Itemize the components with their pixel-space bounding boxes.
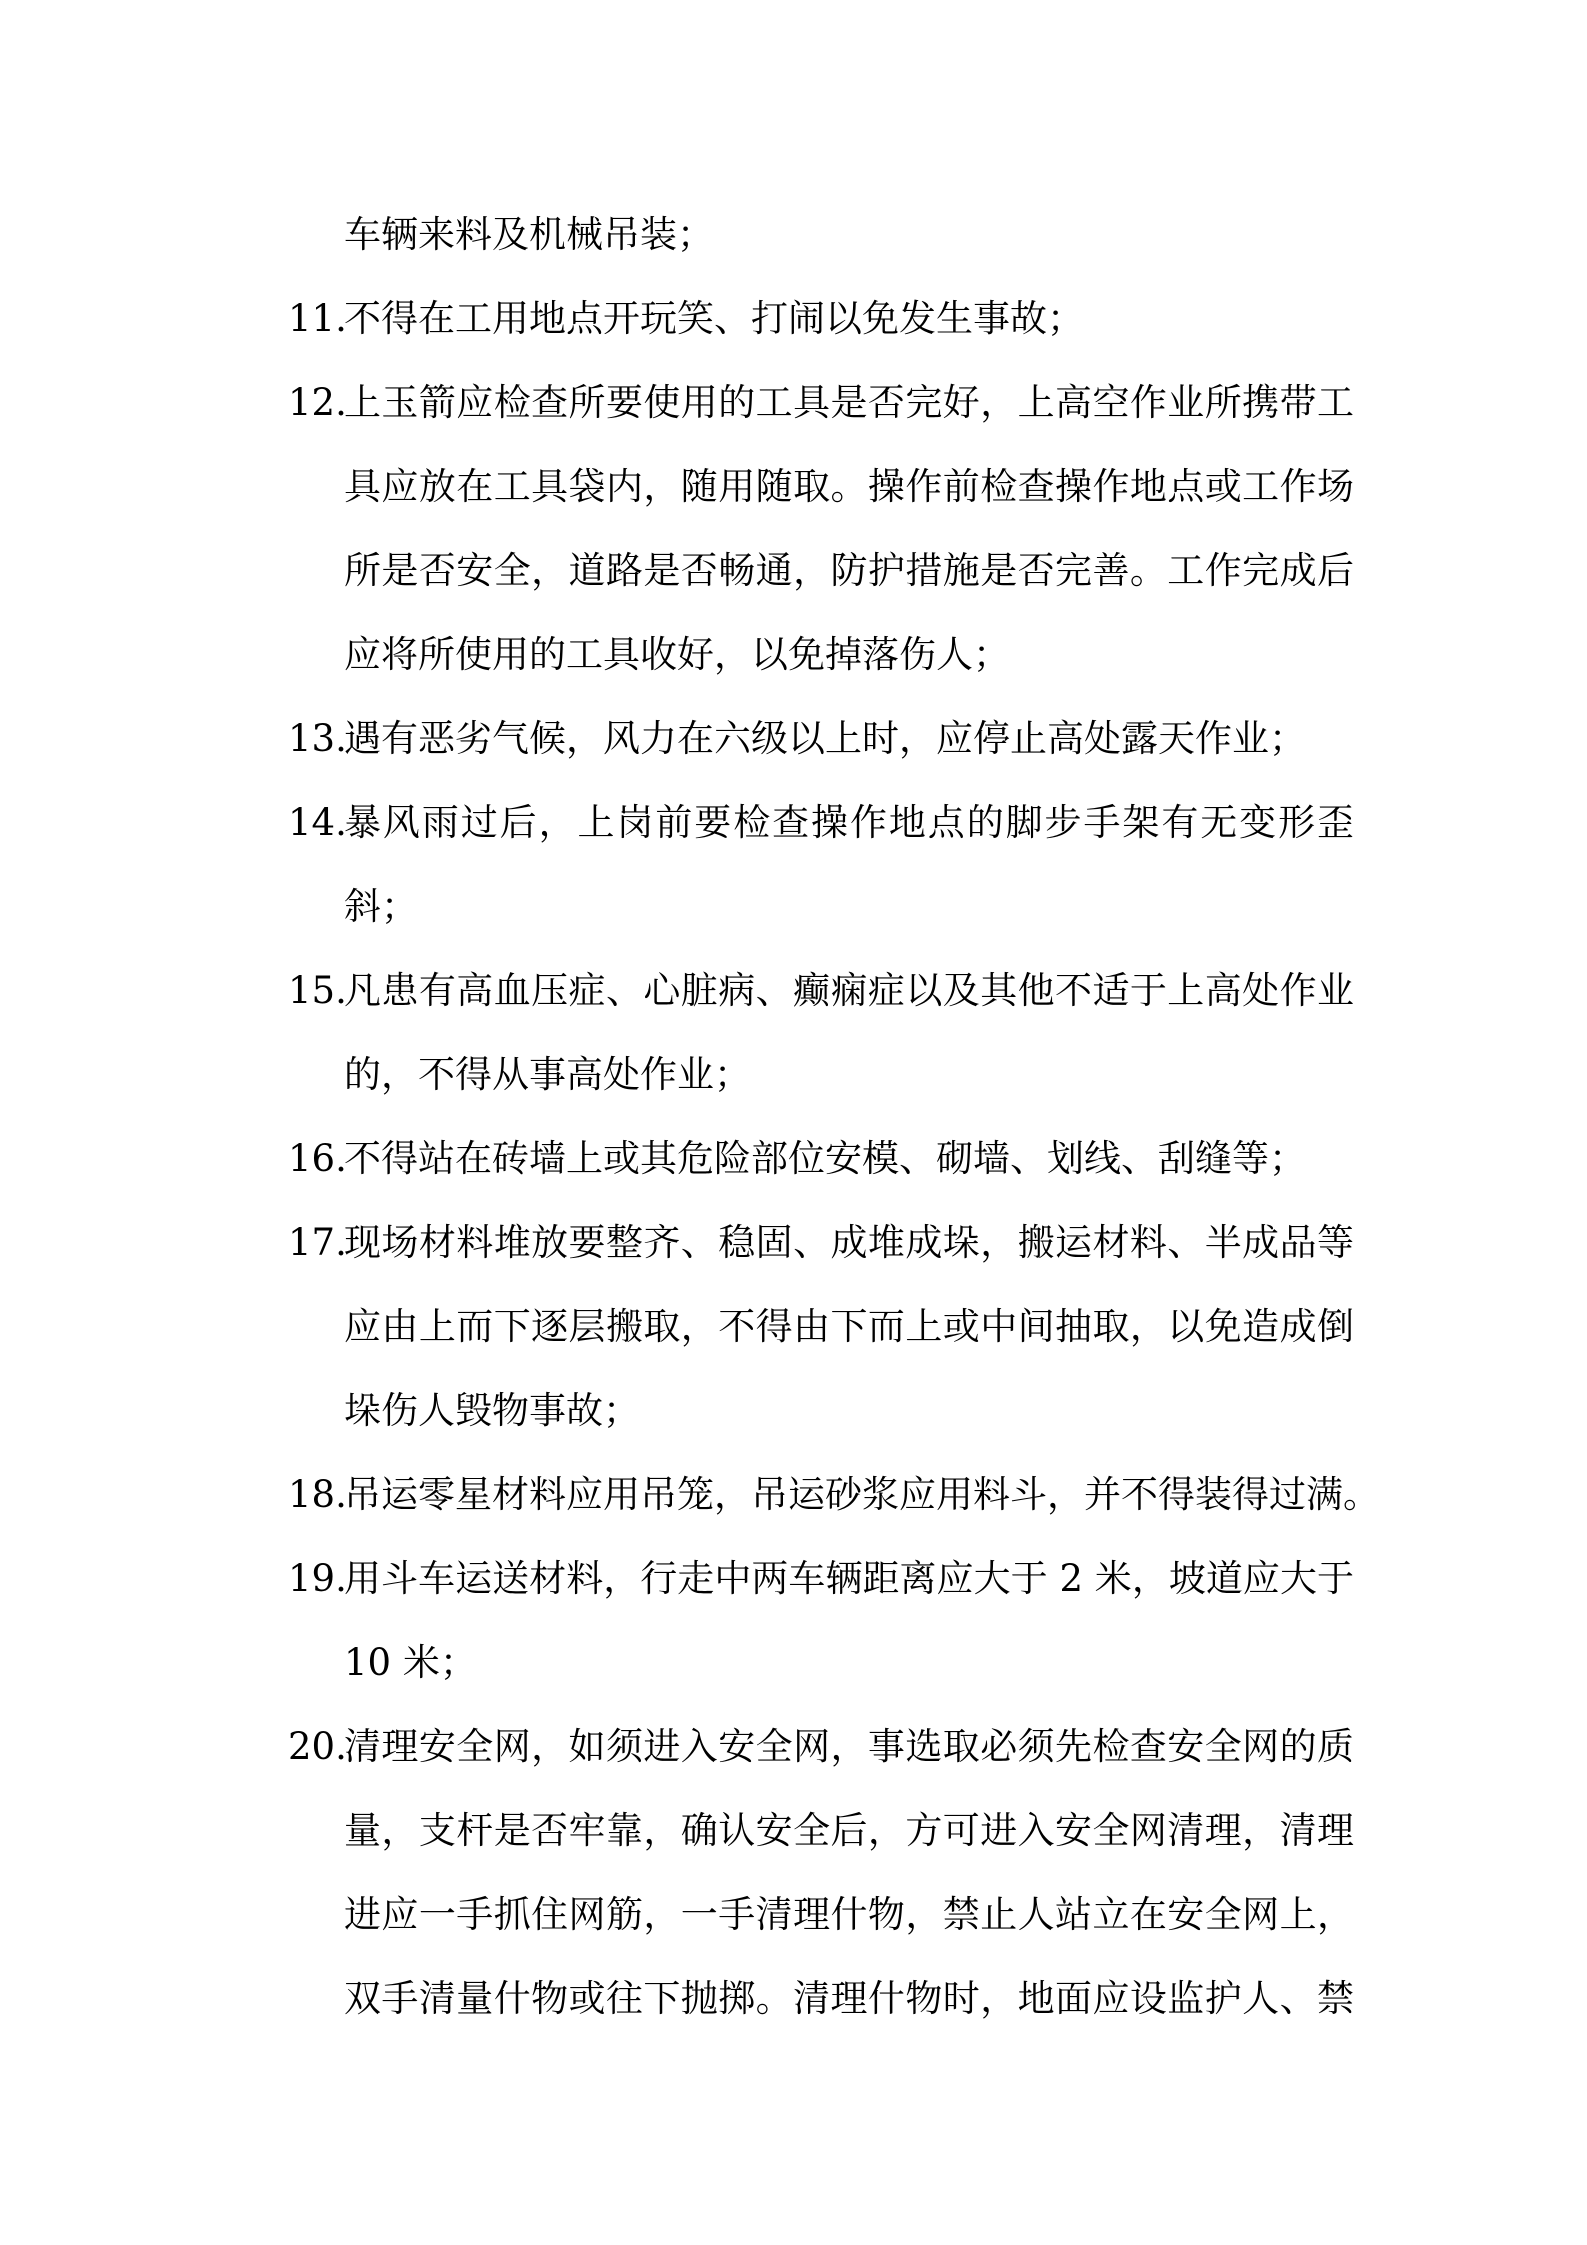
item-number: 18.: [288, 1473, 347, 1516]
line-text: 应由上而下逐层搬取，不得由下而上或中间抽取，以免造成倒: [344, 1305, 1354, 1348]
line-text: 遇有恶劣气候，风力在六级以上时，应停止高处露天作业；: [344, 717, 1306, 760]
line-text: 凡患有高血压症、心脏病、癫痫症以及其他不适于上高处作业: [344, 969, 1354, 1012]
line-text: 车辆来料及机械吊装；: [344, 213, 714, 256]
line-text: 不得站在砖墙上或其危险部位安模、砌墙、划线、刮缝等；: [344, 1137, 1306, 1180]
item-number: 14.: [288, 801, 347, 844]
line-text: 量，支杆是否牢靠，确认安全后，方可进入安全网清理，清理: [344, 1809, 1354, 1852]
line-text: 具应放在工具袋内，随用随取。操作前检查操作地点或工作场: [344, 465, 1354, 508]
item-number: 19.: [288, 1557, 347, 1600]
item-number: 16.: [288, 1137, 347, 1180]
line-text: 双手清量什物或往下抛掷。清理什物时，地面应设监护人、禁: [344, 1977, 1354, 2020]
line-text: 垛伤人毁物事故；: [344, 1389, 640, 1432]
item-number: 11.: [288, 297, 347, 340]
line-text: 清理安全网，如须进入安全网，事选取必须先检查安全网的质: [344, 1725, 1354, 1768]
line-text: 所是否安全，道路是否畅通，防护措施是否完善。工作完成后: [344, 549, 1354, 592]
line-text: 用斗车运送材料，行走中两车辆距离应大于 2 米，坡道应大于: [344, 1557, 1354, 1600]
item-number: 20.: [288, 1725, 347, 1768]
item-number: 15.: [288, 969, 347, 1012]
line-text: 不得在工用地点开玩笑、打闹以免发生事故；: [344, 297, 1084, 340]
item-number: 17.: [288, 1221, 347, 1264]
line-text: 现场材料堆放要整齐、稳固、成堆成垛，搬运材料、半成品等: [344, 1221, 1354, 1264]
line-text: 10 米；: [344, 1641, 477, 1684]
item-number: 13.: [288, 717, 347, 760]
line-text: 的，不得从事高处作业；: [344, 1053, 751, 1096]
line-text: 吊运零星材料应用吊笼，吊运砂浆应用料斗，并不得装得过满。: [344, 1473, 1380, 1516]
line-text: 应将所使用的工具收好，以免掉落伤人；: [344, 633, 1010, 676]
line-text: 上玉箭应检查所要使用的工具是否完好，上高空作业所携带工: [344, 381, 1354, 424]
line-text: 进应一手抓住网筋，一手清理什物，禁止人站立在安全网上，: [344, 1893, 1354, 1936]
line-text: 斜；: [344, 885, 418, 928]
item-number: 12.: [288, 381, 347, 424]
line-text: 暴风雨过后，上岗前要检查操作地点的脚步手架有无变形歪: [344, 801, 1354, 844]
